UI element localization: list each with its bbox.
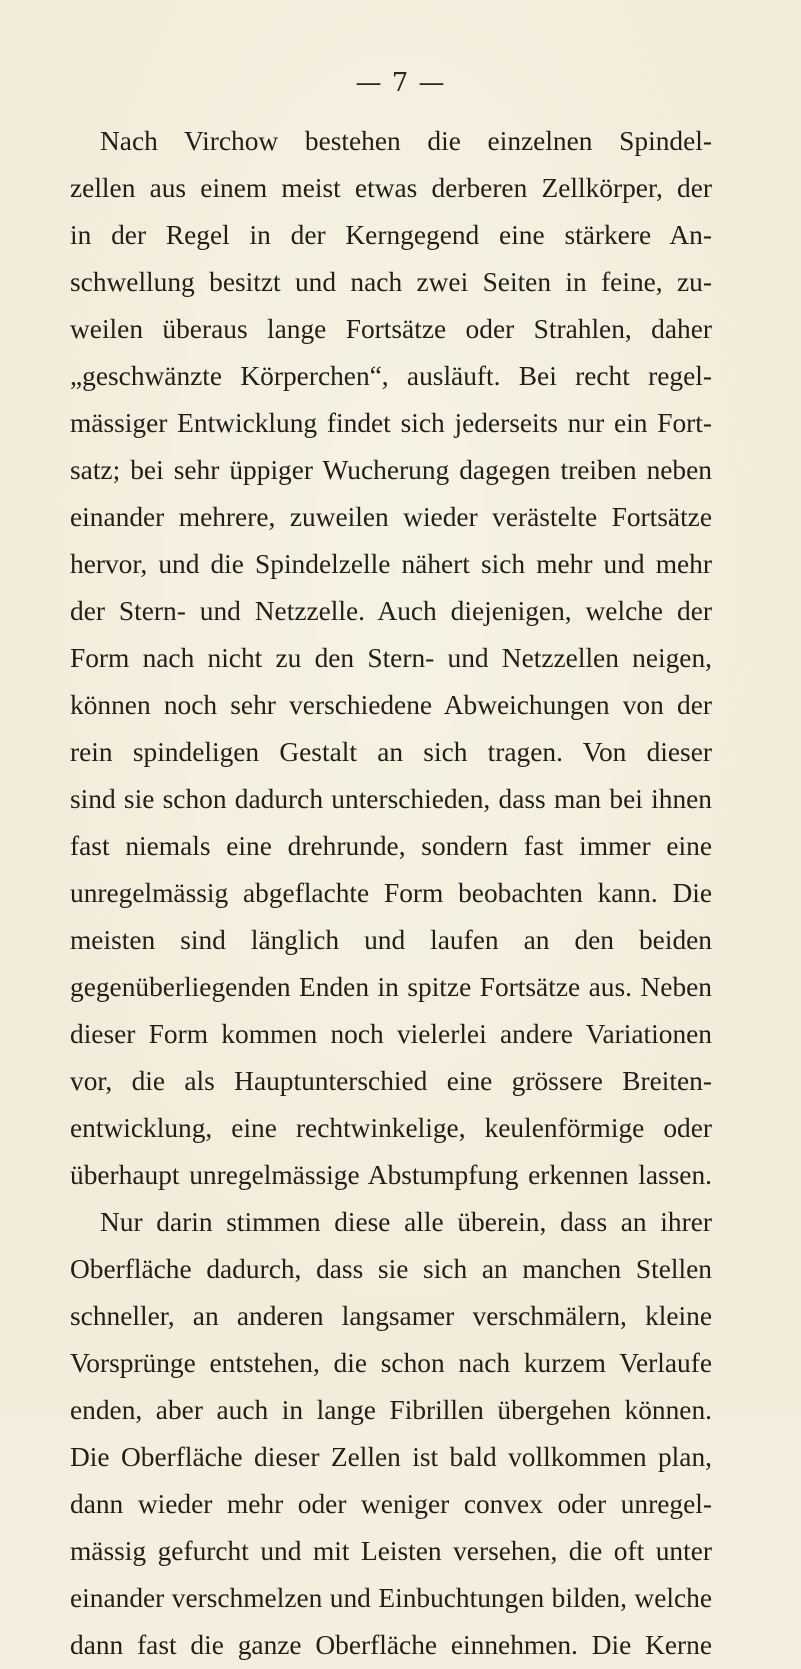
text-line: enden, aber auch in lange Fibrillen übergehen können. <box>70 1395 712 1425</box>
text-line: können noch sehr verschiedene Abweichungen von der <box>70 690 712 720</box>
text-line: Oberfläche dadurch, dass sie sich an manchen Stellen <box>70 1254 712 1284</box>
text-line: Vorsprünge entstehen, die schon nach kurzem Verlaufe <box>70 1348 712 1378</box>
text-line: entwicklung, eine rechtwinkelige, keulenförmige oder <box>70 1113 712 1143</box>
text-line: rein spindeligen Gestalt an sich tragen. Von dieser <box>70 737 712 767</box>
text-line: fast niemals eine drehrunde, sondern fast immer eine <box>70 831 712 861</box>
text-line: schwellung besitzt und nach zwei Seiten in feine, zu- <box>70 267 712 297</box>
text-line: Nach Virchow bestehen die einzelnen Spindel- <box>100 126 712 156</box>
text-line: satz; bei sehr üppiger Wucherung dagegen treiben neben <box>70 455 712 485</box>
text-line: schneller, an anderen langsamer verschmälern, kleine <box>70 1301 712 1331</box>
page-number: — 7 — <box>355 68 446 98</box>
text-line: Form nach nicht zu den Stern- und Netzzellen neigen, <box>70 643 712 673</box>
text-line: sind sie schon dadurch unterschieden, dass man bei ihnen <box>70 784 712 814</box>
text-line: „geschwänzte Körperchen“, ausläuft. Bei recht regel- <box>70 361 712 391</box>
text-line: dann fast die ganze Oberfläche einnehmen. Die Kerne <box>70 1630 712 1660</box>
text-line: meisten sind länglich und laufen an den beiden <box>70 925 712 955</box>
text-line: hervor, und die Spindelzelle nähert sich mehr und mehr <box>70 549 712 579</box>
body-text <box>70 118 712 1669</box>
text-line: überhaupt unregelmässige Abstumpfung erkennen lassen. <box>70 1160 712 1190</box>
text-line: weilen überaus lange Fortsätze oder Strahlen, daher <box>70 314 712 344</box>
text-line: zellen aus einem meist etwas derberen Zellkörper, der <box>70 173 712 203</box>
text-line: einander verschmelzen und Einbuchtungen bilden, welche <box>70 1583 712 1613</box>
text-line: Die Oberfläche dieser Zellen ist bald vollkommen plan, <box>70 1442 712 1472</box>
text-line: gegenüberliegenden Enden in spitze Fortsätze aus. Neben <box>70 972 712 1002</box>
text-line: unregelmässig abgeflachte Form beobachten kann. Die <box>70 878 712 908</box>
text-line: dieser Form kommen noch vielerlei andere Variationen <box>70 1019 712 1049</box>
text-line: der Stern- und Netzzelle. Auch diejenigen, welche der <box>70 596 712 626</box>
text-line: vor, die als Hauptunterschied eine grössere Breiten- <box>70 1066 712 1096</box>
text-line: mässiger Entwicklung findet sich jederseits nur ein Fort- <box>70 408 712 438</box>
text-line: in der Regel in der Kerngegend eine stärkere An- <box>70 220 712 250</box>
text-line: Nur darin stimmen diese alle überein, dass an ihrer <box>100 1207 712 1237</box>
text-line: einander mehrere, zuweilen wieder verästelte Fortsätze <box>70 502 712 532</box>
text-line: dann wieder mehr oder weniger convex oder unregel- <box>70 1489 712 1519</box>
text-line: mässig gefurcht und mit Leisten versehen, die oft unter <box>70 1536 712 1566</box>
